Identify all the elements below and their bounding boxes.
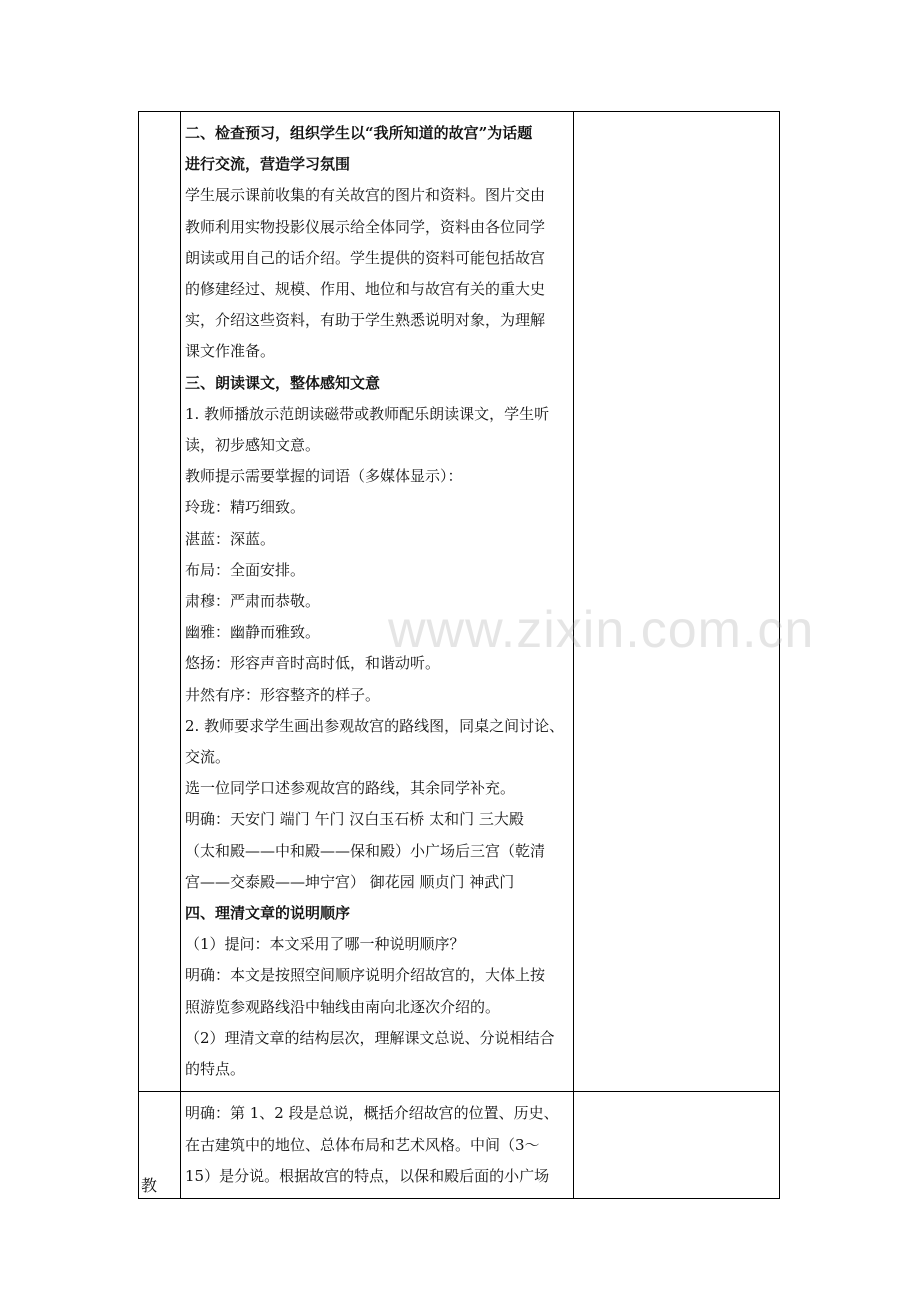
text-line: 教师提示需要掌握的词语（多媒体显示）： — [185, 467, 463, 486]
text-line: 明确：本文是按照空间顺序说明介绍故宫的，大体上按 — [185, 966, 546, 985]
text-line: 悠扬：形容声音时高时低，和谐动听。 — [185, 654, 441, 673]
section-heading: 进行交流，营造学习氛围 — [185, 155, 351, 174]
text-line: 明确：第 1、2 段是总说，概括介绍故宫的位置、历史、 — [185, 1104, 559, 1123]
text-line: 选一位同学口述参观故宫的路线，其余同学补充。 — [185, 779, 516, 798]
row2-text — [181, 1092, 573, 1198]
section-heading: 三、朗读课文，整体感知文意 — [185, 373, 381, 392]
table-row — [139, 112, 780, 1092]
text-line: 照游览参观路线沿中轴线由南向北逐次介绍的。 — [185, 997, 501, 1016]
content-cell — [181, 1092, 574, 1199]
notes-cell — [574, 112, 780, 1092]
watermark: www.zixin.com.cn — [388, 601, 815, 659]
text-line: 宫——交泰殿——坤宁宫） 御花园 顺贞门 神武门 — [185, 872, 515, 891]
text-line: 在古建筑中的地位、总体布局和艺术风格。中间（3～ — [185, 1135, 540, 1154]
notes-cell — [574, 1092, 780, 1199]
text-line: 朗读或用自己的话介绍。学生提供的资料可能包括故宫 — [185, 248, 546, 267]
text-line: 的特点。 — [185, 1060, 246, 1079]
section-heading: 二、检查预习，组织学生以“我所知道的故宫”为话题 — [185, 124, 533, 142]
text-line: 读，初步感知文意。 — [185, 436, 321, 455]
text-line: 1. 教师播放示范朗读磁带或教师配乐朗读课文，学生听 — [185, 404, 550, 423]
label-cell — [139, 1092, 181, 1199]
text-line: 课文作准备。 — [185, 342, 276, 361]
row1-text — [181, 112, 573, 1091]
text-line: 教师利用实物投影仪展示给全体同学，资料由各位同学 — [185, 217, 546, 236]
text-line: 幽雅：幽静而雅致。 — [185, 623, 321, 642]
text-line: （太和殿——中和殿——保和殿）小广场后三宫（乾清 — [185, 841, 546, 860]
text-line: 肃穆：严肃而恭敬。 — [185, 592, 321, 611]
content-cell — [181, 112, 574, 1092]
text-line: 2. 教师要求学生画出参观故宫的路线图，同桌之间讨论、 — [185, 716, 565, 735]
section-label: 教 — [141, 1175, 158, 1195]
text-line: 明确：天安门 端门 午门 汉白玉石桥 太和门 三大殿 — [185, 810, 524, 829]
label-cell — [139, 112, 181, 1092]
lesson-plan-table — [138, 111, 780, 1199]
table-row — [139, 1092, 780, 1199]
text-line: （1）提问：本文采用了哪一种说明顺序？ — [185, 935, 465, 954]
text-line: 井然有序：形容整齐的样子。 — [185, 685, 381, 704]
section-heading: 四、理清文章的说明顺序 — [185, 904, 351, 923]
text-line: 布局：全面安排。 — [185, 560, 306, 579]
text-line: 玲珑：精巧细致。 — [185, 498, 306, 517]
text-line: 交流。 — [185, 748, 231, 767]
text-line: 学生展示课前收集的有关故宫的图片和资料。图片交由 — [185, 186, 546, 205]
text-line: 15）是分说。根据故宫的特点，以保和殿后面的小广场 — [185, 1166, 550, 1185]
text-line: 湛蓝：深蓝。 — [185, 529, 276, 548]
text-line: 的修建经过、规模、作用、地位和与故宫有关的重大史 — [185, 280, 546, 299]
text-line: 实，介绍这些资料，有助于学生熟悉说明对象，为理解 — [185, 311, 546, 330]
text-line: （2）理清文章的结构层次，理解课文总说、分说相结合 — [185, 1028, 555, 1047]
